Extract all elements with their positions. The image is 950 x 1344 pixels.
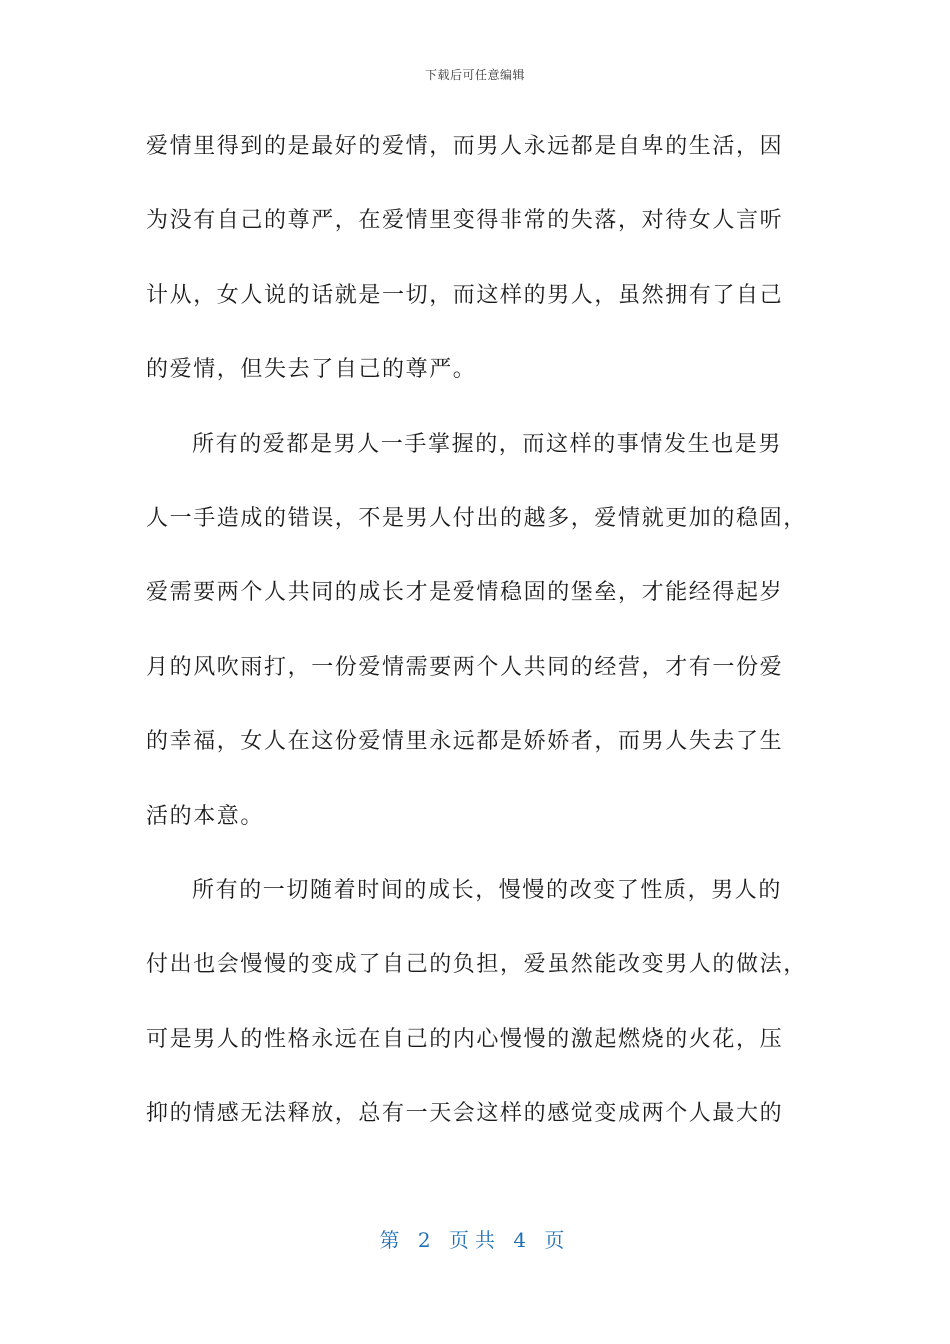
body-line-2: 为没有自己的尊严，在爱情里变得非常的失落，对待女人言听 [146,208,784,234]
body-line-13: 可是男人的性格永远在自己的内心慢慢的激起燃烧的火花，压 [146,1026,784,1052]
body-line-10: 活的本意。 [146,803,265,829]
body-line-9: 的幸福，女人在这份爱情里永远都是娇娇者，而男人失去了生 [146,729,784,755]
body-line-3: 计从，女人说的话就是一切，而这样的男人，虽然拥有了自己 [146,282,784,308]
body-line-7: 爱需要两个人共同的成长才是爱情稳固的堡垒，才能经得起岁 [146,580,784,606]
body-line-11: 所有的一切随着时间的成长，慢慢的改变了性质，男人的 [192,877,783,903]
body-line-4: 的爱情，但失去了自己的尊严。 [146,357,477,383]
body-line-1: 爱情里得到的是最好的爱情，而男人永远都是自卑的生活，因 [146,134,784,159]
body-line-5: 所有的爱都是男人一手掌握的，而这样的事情发生也是男 [192,431,783,457]
body-line-8: 月的风吹雨打，一份爱情需要两个人共同的经营，才有一份爱 [146,654,784,680]
body-line-6: 人一手造成的错误，不是男人付出的越多，爱情就更加的稳固， [146,505,807,531]
body-line-12: 付出也会慢慢的变成了自己的负担，爱虽然能改变男人的做法， [146,952,807,978]
page-header-note: 下载后可任意编辑 [424,68,525,82]
page-number-footer: 第 2 页共 4 页 [379,1228,571,1252]
body-line-14: 抑的情感无法释放，总有一天会这样的感觉变成两个人最大的 [146,1101,784,1127]
document-body [146,110,806,1151]
